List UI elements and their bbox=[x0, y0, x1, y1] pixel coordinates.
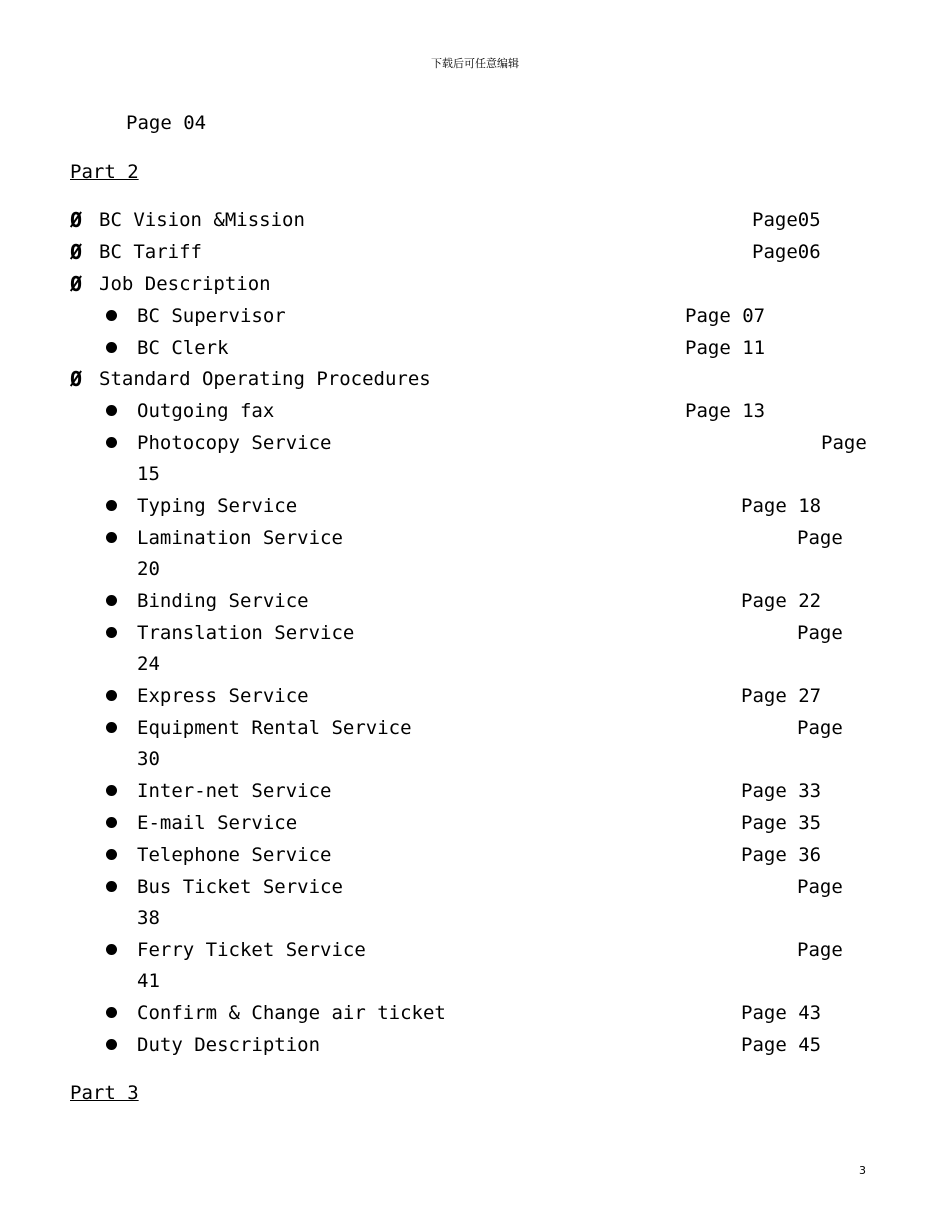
bullet-icon bbox=[106, 500, 117, 511]
bullet-icon bbox=[106, 944, 117, 955]
toc-item-label: Job Description bbox=[99, 273, 271, 295]
toc-subitem-label: Express Service bbox=[137, 685, 309, 707]
toc-subitem-page: Page bbox=[797, 939, 843, 961]
toc-subitem-page: Page bbox=[797, 622, 843, 644]
toc-subitem-page: Page 07 bbox=[685, 305, 766, 327]
toc-subitem-page: Page 33 bbox=[741, 780, 822, 802]
toc-item-label: BC Tariff bbox=[99, 241, 202, 263]
toc-subitem-page: Page 43 bbox=[741, 1002, 822, 1024]
bullet-icon bbox=[106, 881, 117, 892]
bullet-icon bbox=[106, 627, 117, 638]
bullet-icon bbox=[106, 310, 117, 321]
toc-subitem-label: Inter-net Service bbox=[137, 780, 332, 802]
bullet-icon bbox=[106, 342, 117, 353]
toc-subitem-page: Page bbox=[797, 876, 843, 898]
toc-subitem-label: Typing Service bbox=[137, 495, 298, 517]
arrow-bullet-icon: Ø bbox=[70, 367, 83, 391]
toc-subitem-page: Page 36 bbox=[741, 844, 822, 866]
toc-subitem-label: BC Supervisor bbox=[137, 305, 286, 327]
bullet-icon bbox=[106, 690, 117, 701]
arrow-bullet-icon: Ø bbox=[70, 240, 83, 264]
toc-subitem-label: Outgoing fax bbox=[137, 400, 275, 422]
toc-subitem-label: Equipment Rental Service bbox=[137, 717, 412, 739]
arrow-bullet-icon: Ø bbox=[70, 272, 83, 296]
part-3-title: Part 3 bbox=[70, 1082, 139, 1104]
toc-subitem-label: Duty Description bbox=[137, 1034, 321, 1056]
toc-subitem-page: Page 22 bbox=[741, 590, 822, 612]
toc-item-page: Page05 bbox=[752, 209, 821, 231]
bullet-icon bbox=[106, 849, 117, 860]
toc-subitem-label: Translation Service bbox=[137, 622, 355, 644]
toc-subitem-page: Page 45 bbox=[741, 1034, 822, 1056]
toc-subitem-page: Page 13 bbox=[685, 400, 766, 422]
toc-subitem-page-continued: 15 bbox=[137, 463, 160, 485]
toc-subitem-label: Lamination Service bbox=[137, 527, 343, 549]
bullet-icon bbox=[106, 817, 117, 828]
part-2-title: Part 2 bbox=[70, 161, 139, 183]
toc-subitem-page-continued: 41 bbox=[137, 970, 160, 992]
bullet-icon bbox=[106, 437, 117, 448]
bullet-icon bbox=[106, 595, 117, 606]
bullet-icon bbox=[106, 722, 117, 733]
toc-subitem-page: Page 11 bbox=[685, 337, 766, 359]
toc-subitem-page: Page 18 bbox=[741, 495, 822, 517]
toc-subitem-label: Binding Service bbox=[137, 590, 309, 612]
toc-subitem-page: Page 27 bbox=[741, 685, 822, 707]
toc-subitem-label: E-mail Service bbox=[137, 812, 298, 834]
toc-subitem-page: Page 35 bbox=[741, 812, 822, 834]
page-header: 下载后可任意编辑 bbox=[431, 57, 519, 70]
toc-subitem-page-continued: 20 bbox=[137, 558, 160, 580]
toc-subitem-page: Page bbox=[797, 527, 843, 549]
toc-item-label: BC Vision &Mission bbox=[99, 209, 305, 231]
toc-subitem-page-continued: 30 bbox=[137, 748, 160, 770]
bullet-icon bbox=[106, 532, 117, 543]
toc-subitem-label: Photocopy Service bbox=[137, 432, 332, 454]
toc-subitem-label: Confirm & Change air ticket bbox=[137, 1002, 446, 1024]
toc-item-page: Page06 bbox=[752, 241, 821, 263]
toc-item-label: Standard Operating Procedures bbox=[99, 368, 431, 390]
bullet-icon bbox=[106, 785, 117, 796]
toc-subitem-label: Bus Ticket Service bbox=[137, 876, 343, 898]
bullet-icon bbox=[106, 405, 117, 416]
toc-subitem-page-continued: 38 bbox=[137, 907, 160, 929]
toc-subitem-page-continued: 24 bbox=[137, 653, 160, 675]
bullet-icon bbox=[106, 1039, 117, 1050]
toc-subitem-page: Page bbox=[821, 432, 867, 454]
bullet-icon bbox=[106, 1007, 117, 1018]
page-number: 3 bbox=[859, 1164, 866, 1177]
toc-subitem-label: BC Clerk bbox=[137, 337, 229, 359]
intro-page-ref: Page 04 bbox=[126, 112, 207, 134]
toc-subitem-label: Ferry Ticket Service bbox=[137, 939, 366, 961]
arrow-bullet-icon: Ø bbox=[70, 208, 83, 232]
toc-subitem-page: Page bbox=[797, 717, 843, 739]
toc-subitem-label: Telephone Service bbox=[137, 844, 332, 866]
